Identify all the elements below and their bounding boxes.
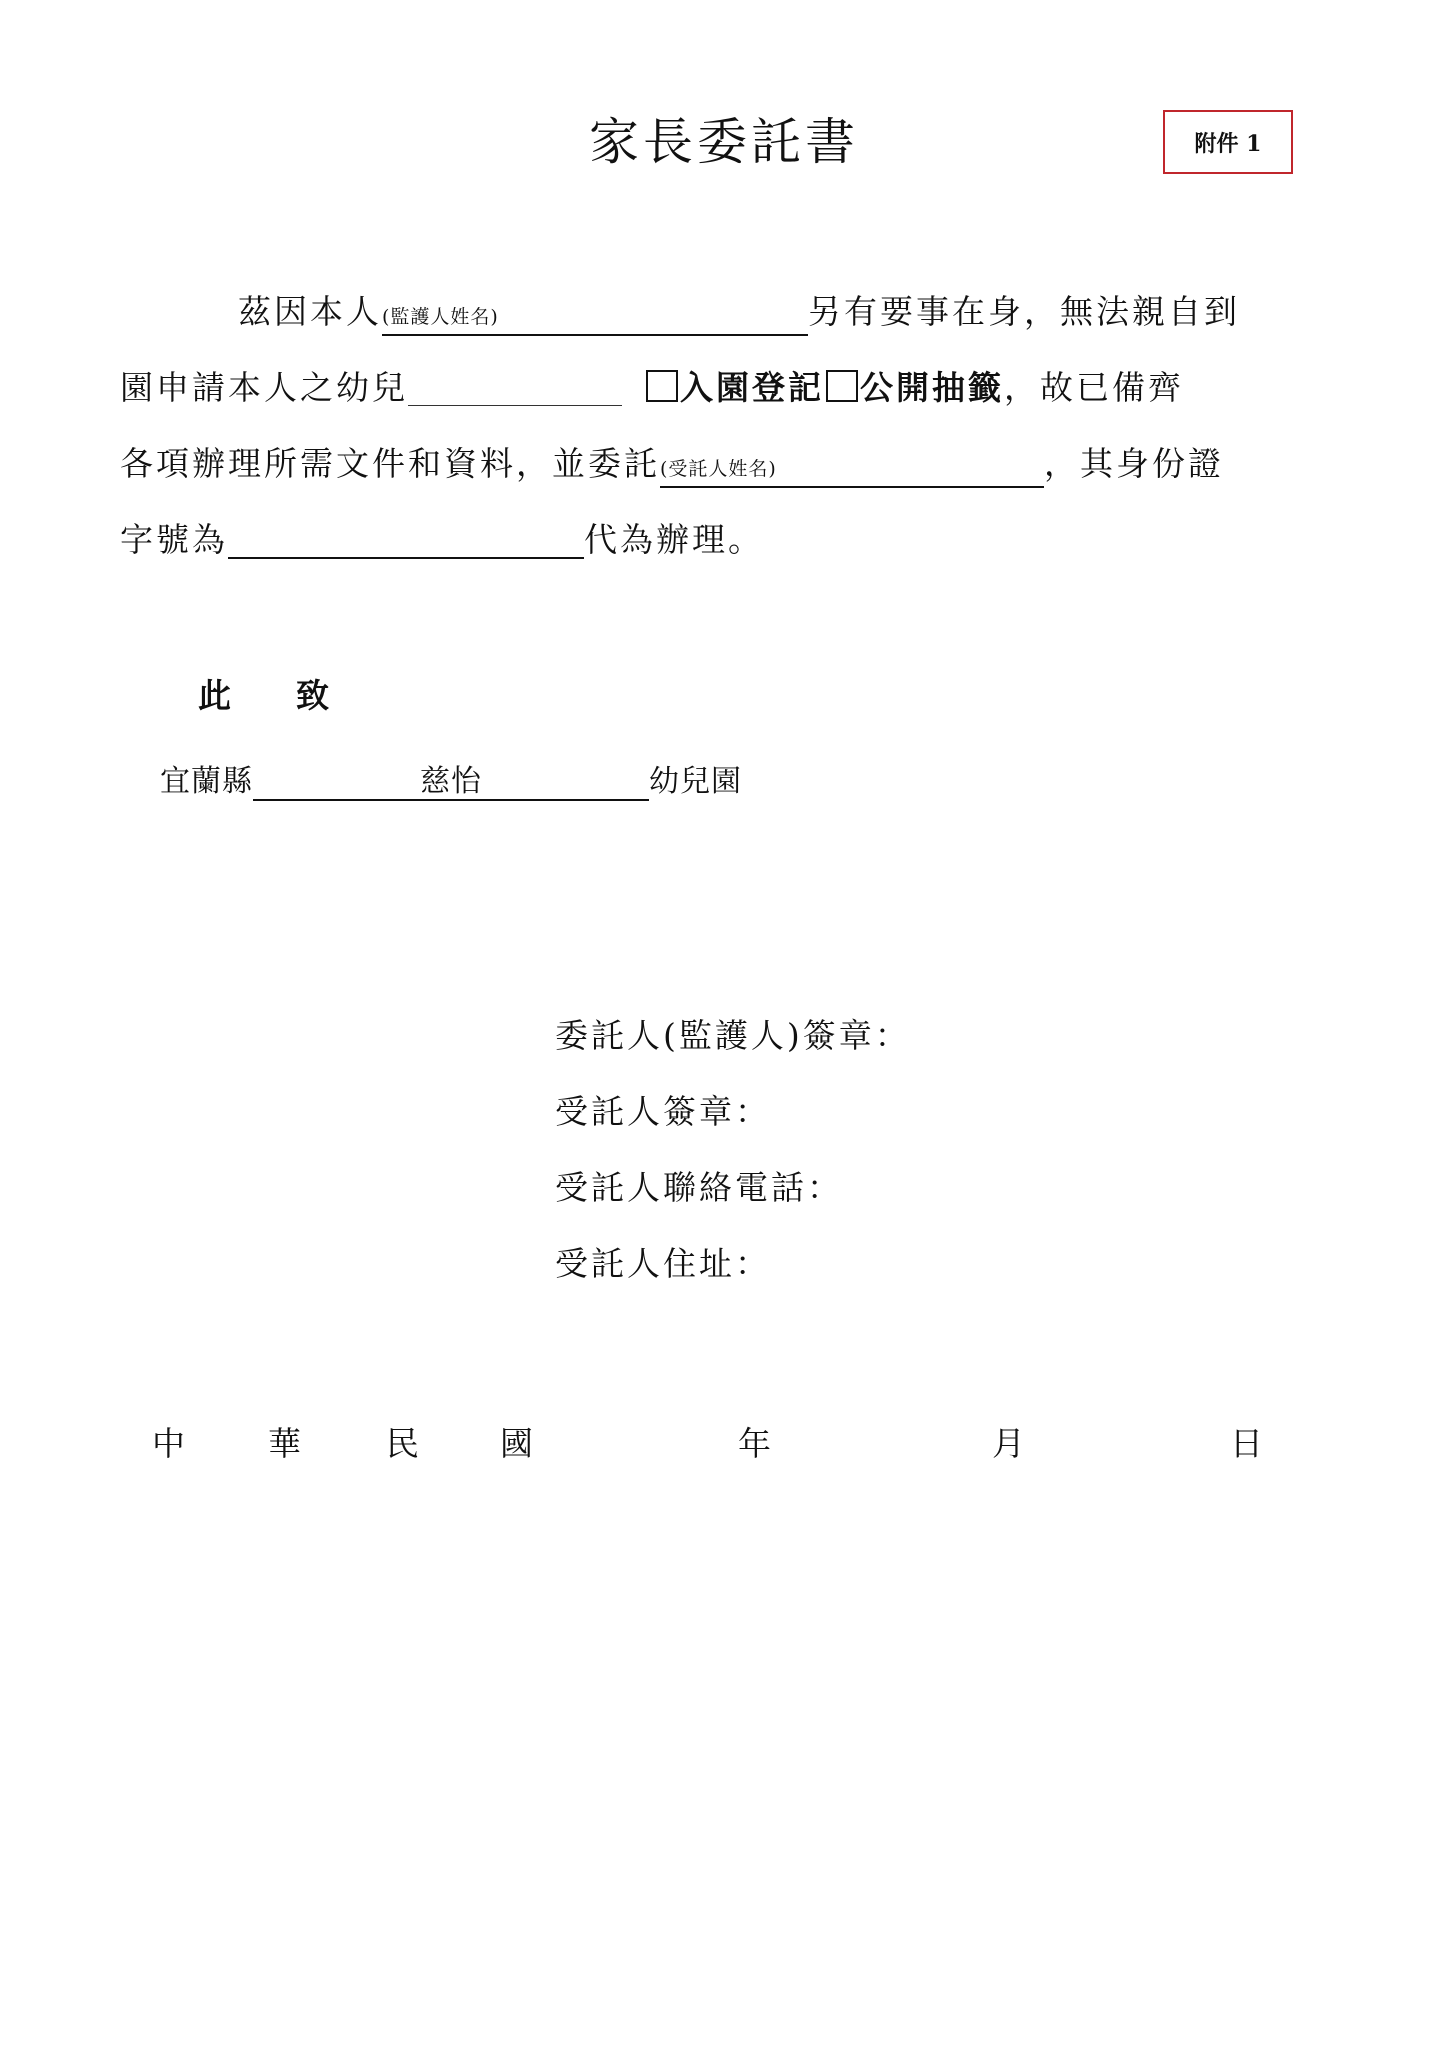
line4-suffix: 代為辦理。: [584, 520, 764, 559]
line3-prefix: 各項辦理所需文件和資料，並委託: [120, 444, 660, 483]
date-hua: 華: [268, 1424, 301, 1463]
trustee-id-field[interactable]: [228, 523, 584, 559]
recipient-line: [160, 762, 742, 802]
date-day: 日: [1230, 1424, 1263, 1463]
date-month: 月: [992, 1424, 1025, 1463]
recipient-county: 宜蘭縣: [160, 764, 253, 799]
option-enroll-label: 入園登記: [680, 368, 824, 407]
trustee-address-label: 受託人住址：: [555, 1244, 771, 1283]
trustee-signature-label: 受託人簽章：: [555, 1092, 771, 1131]
salutation-zhi: 致: [296, 676, 332, 715]
enroll-checkbox[interactable]: [646, 370, 678, 402]
date-year: 年: [738, 1424, 771, 1463]
trustee-phone-label: 受託人聯絡電話：: [555, 1168, 843, 1207]
lottery-checkbox[interactable]: [826, 370, 858, 402]
date-guo: 國: [500, 1424, 533, 1463]
body-line-4: [120, 518, 764, 562]
guardian-signature-label: 委託人(監護人)簽章：: [555, 1016, 911, 1055]
attachment-label: 附件 1: [1194, 130, 1262, 157]
date-zhong: 中: [152, 1424, 185, 1463]
line1-prefix: 茲因本人: [238, 292, 382, 331]
attachment-badge: [1163, 110, 1293, 174]
child-name-field[interactable]: [408, 371, 622, 406]
line2-prefix: 園申請本人之幼兒: [120, 368, 408, 407]
option-lottery-label: 公開抽籤: [860, 368, 1004, 407]
body-line-2: [120, 366, 1184, 410]
line2-suffix: ，故已備齊: [1004, 368, 1184, 407]
school-name: 慈怡: [420, 764, 482, 799]
date-min: 民: [386, 1424, 419, 1463]
guardian-name-hint: (監護人姓名): [382, 306, 499, 328]
trustee-name-field[interactable]: [660, 447, 1044, 488]
document-title: 家長委託書: [589, 113, 859, 171]
body-line-3: [120, 442, 1224, 488]
line1-suffix: 另有要事在身，無法親自到: [808, 292, 1240, 331]
trustee-name-hint: (受託人姓名): [660, 458, 777, 480]
line4-prefix: 字號為: [120, 520, 228, 559]
recipient-suffix: 幼兒園: [649, 764, 742, 799]
salutation-ci: 此: [198, 676, 234, 715]
line3-suffix: ，其身份證: [1044, 444, 1224, 483]
school-name-field[interactable]: [253, 765, 649, 801]
guardian-name-field[interactable]: [382, 295, 808, 336]
body-line-1: [238, 290, 1240, 336]
